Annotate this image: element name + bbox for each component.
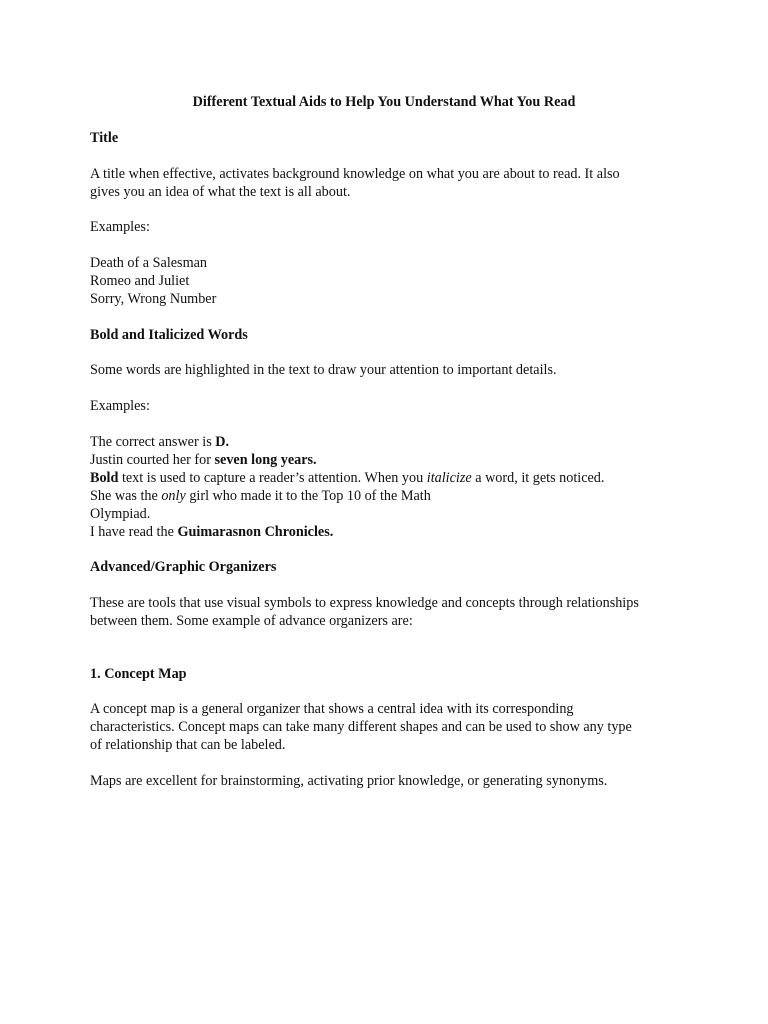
concept-map-paragraph-line-3: of relationship that can be labeled. xyxy=(90,737,286,753)
section-heading-organizers: Advanced/Graphic Organizers xyxy=(90,559,277,575)
bold-italic-examples-label: Examples: xyxy=(90,398,150,414)
concept-map-paragraph-line-1: A concept map is a general organizer that shows a central idea with its corresponding xyxy=(90,701,574,717)
bold-example-5-text: I have read the xyxy=(90,524,178,540)
concept-map-paragraph-line-2: characteristics. Concept maps can take many different shapes and can be used to show any type xyxy=(90,719,632,735)
bold-example-4-text-1: She was the xyxy=(90,488,162,504)
title-paragraph-line-2: gives you an idea of what the text is all about. xyxy=(90,184,351,200)
section-heading-bold-italic: Bold and Italicized Words xyxy=(90,327,248,343)
title-example-1: Death of a Salesman xyxy=(90,255,208,271)
bold-example-4-text-2: girl who made it to the Top 10 of the Math xyxy=(185,488,431,504)
title-paragraph-line-1: A title when effective, activates background knowledge on what you are about to read. It also xyxy=(90,166,620,182)
bold-example-3-text-2: a word, it gets noticed. xyxy=(471,470,605,486)
bold-example-4 xyxy=(90,487,690,505)
bold-example-2-text: Justin courted her for xyxy=(90,452,215,468)
bold-example-4-line-2: Olympiad. xyxy=(90,506,151,522)
concept-map-paragraph-2: Maps are excellent for brainstorming, activating prior knowledge, or generating synonyms. xyxy=(90,773,608,789)
organizers-paragraph-line-1: These are tools that use visual symbols to express knowledge and concepts through relationships xyxy=(90,595,639,611)
bold-example-4-italic: only xyxy=(161,488,186,504)
bold-example-2-bold: seven long years. xyxy=(214,452,317,468)
bold-example-1 xyxy=(90,433,690,451)
section-heading-concept-map: 1. Concept Map xyxy=(90,666,187,682)
bold-example-5 xyxy=(90,523,690,541)
title-example-3: Sorry, Wrong Number xyxy=(90,291,217,307)
document-title: Different Textual Aids to Help You Understand What You Read xyxy=(192,94,576,110)
bold-example-1-bold: D. xyxy=(215,434,230,450)
bold-example-3 xyxy=(90,469,690,487)
bold-example-1-text: The correct answer is xyxy=(90,434,216,450)
bold-example-2 xyxy=(90,451,690,469)
bold-example-5-bold: Guimarasnon Chronicles. xyxy=(177,524,334,540)
organizers-paragraph-line-2: between them. Some example of advance organizers are: xyxy=(90,613,413,629)
bold-example-3-text-1: text is used to capture a reader’s attention. When you xyxy=(118,470,427,486)
bold-example-3-italic: italicize xyxy=(426,470,472,486)
bold-example-3-bold: Bold xyxy=(90,470,119,486)
section-heading-title: Title xyxy=(90,130,119,146)
title-example-2: Romeo and Juliet xyxy=(90,273,190,289)
title-examples-label: Examples: xyxy=(90,219,150,235)
bold-italic-paragraph: Some words are highlighted in the text to draw your attention to important details. xyxy=(90,362,557,378)
